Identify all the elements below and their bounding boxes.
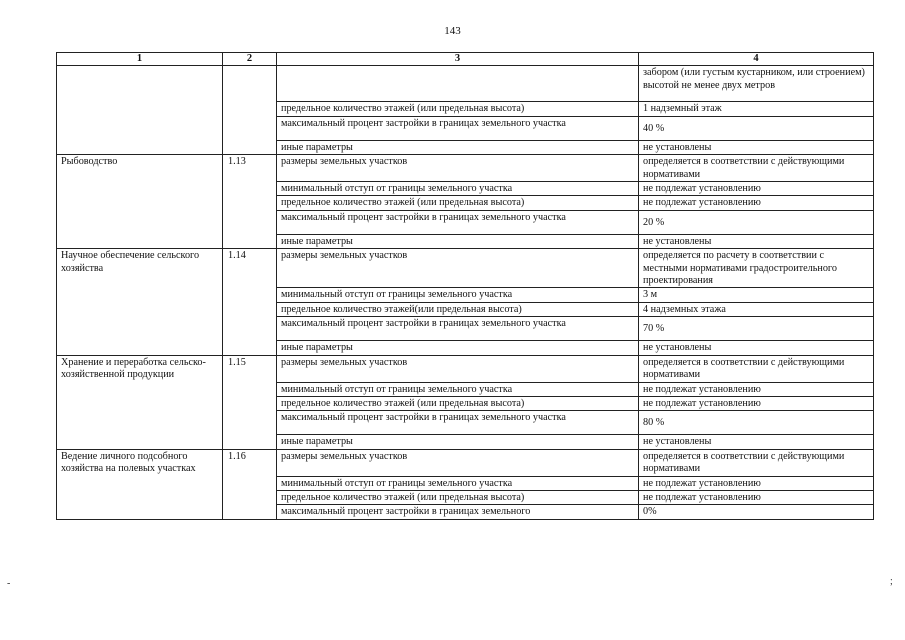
use-name-cell: Хранение и переработка сельско-хозяйственной продукции — [57, 355, 223, 449]
param-cell: иные параметры — [277, 140, 639, 154]
column-header-2: 2 — [223, 53, 277, 66]
value-cell: не подлежат установлению — [639, 396, 874, 410]
param-cell: размеры земельных участков — [277, 449, 639, 476]
table-row — [57, 66, 874, 102]
value-cell: не установлены — [639, 341, 874, 355]
regulations-table — [56, 52, 874, 520]
table-row — [57, 249, 874, 288]
use-name-cell — [57, 66, 223, 155]
value-cell: не подлежат установлению — [639, 476, 874, 490]
param-cell: иные параметры — [277, 234, 639, 248]
table-row — [57, 449, 874, 476]
param-cell: предельное количество этажей (или предельная высота) — [277, 196, 639, 210]
use-code-cell: 1.15 — [223, 355, 277, 449]
param-cell: минимальный отступ от границы земельного участка — [277, 382, 639, 396]
param-cell: максимальный процент застройки в границах земельного участка — [277, 411, 639, 435]
param-cell: предельное количество этажей(или предельная высота) — [277, 302, 639, 316]
value-cell: не установлены — [639, 234, 874, 248]
use-name-cell: Рыбоводство — [57, 155, 223, 249]
table-row — [57, 155, 874, 182]
param-cell: максимальный процент застройки в границах земельного — [277, 505, 639, 519]
value-cell: не установлены — [639, 435, 874, 449]
param-cell: размеры земельных участков — [277, 155, 639, 182]
param-cell: максимальный процент застройки в границах земельного участка — [277, 210, 639, 234]
value-cell: не подлежат установлению — [639, 196, 874, 210]
param-cell: предельное количество этажей (или предельная высота) — [277, 102, 639, 116]
header-row — [57, 53, 874, 66]
param-cell: минимальный отступ от границы земельного участка — [277, 288, 639, 302]
use-code-cell — [223, 66, 277, 155]
use-code-cell: 1.16 — [223, 449, 277, 519]
value-cell: определяется в соответствии с действующими нормативами — [639, 449, 874, 476]
use-name-cell: Научное обеспечение сельского хозяйства — [57, 249, 223, 355]
table-row — [57, 355, 874, 382]
page-number: 143 — [444, 25, 461, 37]
param-cell: минимальный отступ от границы земельного участка — [277, 476, 639, 490]
param-cell: предельное количество этажей (или предельная высота) — [277, 396, 639, 410]
value-cell: определяется в соответствии с действующими нормативами — [639, 155, 874, 182]
column-header-1: 1 — [57, 53, 223, 66]
value-cell: определяется по расчету в соответствии с местными нормативами градостроительного проектирования — [639, 249, 874, 288]
value-cell: не подлежат установлению — [639, 182, 874, 196]
param-cell: максимальный процент застройки в границах земельного участка — [277, 116, 639, 140]
left-margin-mark: - — [7, 578, 11, 589]
param-cell: иные параметры — [277, 341, 639, 355]
value-cell: 40 % — [639, 116, 874, 140]
use-code-cell: 1.13 — [223, 155, 277, 249]
right-margin-mark: ; — [890, 576, 893, 587]
value-cell: не установлены — [639, 140, 874, 154]
param-cell: размеры земельных участков — [277, 249, 639, 288]
value-cell: не подлежат установлению — [639, 490, 874, 504]
value-cell: 70 % — [639, 317, 874, 341]
use-name-cell: Ведение личного подсобного хозяйства на полевых участках — [57, 449, 223, 519]
param-cell: иные параметры — [277, 435, 639, 449]
value-cell: забором (или густым кустарником, или строением) высотой не менее двух метров — [639, 66, 874, 102]
value-cell: определяется в соответствии с действующими нормативами — [639, 355, 874, 382]
column-header-4: 4 — [639, 53, 874, 66]
column-header-3: 3 — [277, 53, 639, 66]
value-cell: 80 % — [639, 411, 874, 435]
param-cell: минимальный отступ от границы земельного участка — [277, 182, 639, 196]
value-cell: 20 % — [639, 210, 874, 234]
value-cell: 4 надземных этажа — [639, 302, 874, 316]
value-cell: 1 надземный этаж — [639, 102, 874, 116]
param-cell: максимальный процент застройки в границах земельного участка — [277, 317, 639, 341]
value-cell: не подлежат установлению — [639, 382, 874, 396]
value-cell: 0% — [639, 505, 874, 519]
param-cell: предельное количество этажей (или предельная высота) — [277, 490, 639, 504]
param-cell — [277, 66, 639, 102]
param-cell: размеры земельных участков — [277, 355, 639, 382]
value-cell: 3 м — [639, 288, 874, 302]
use-code-cell: 1.14 — [223, 249, 277, 355]
